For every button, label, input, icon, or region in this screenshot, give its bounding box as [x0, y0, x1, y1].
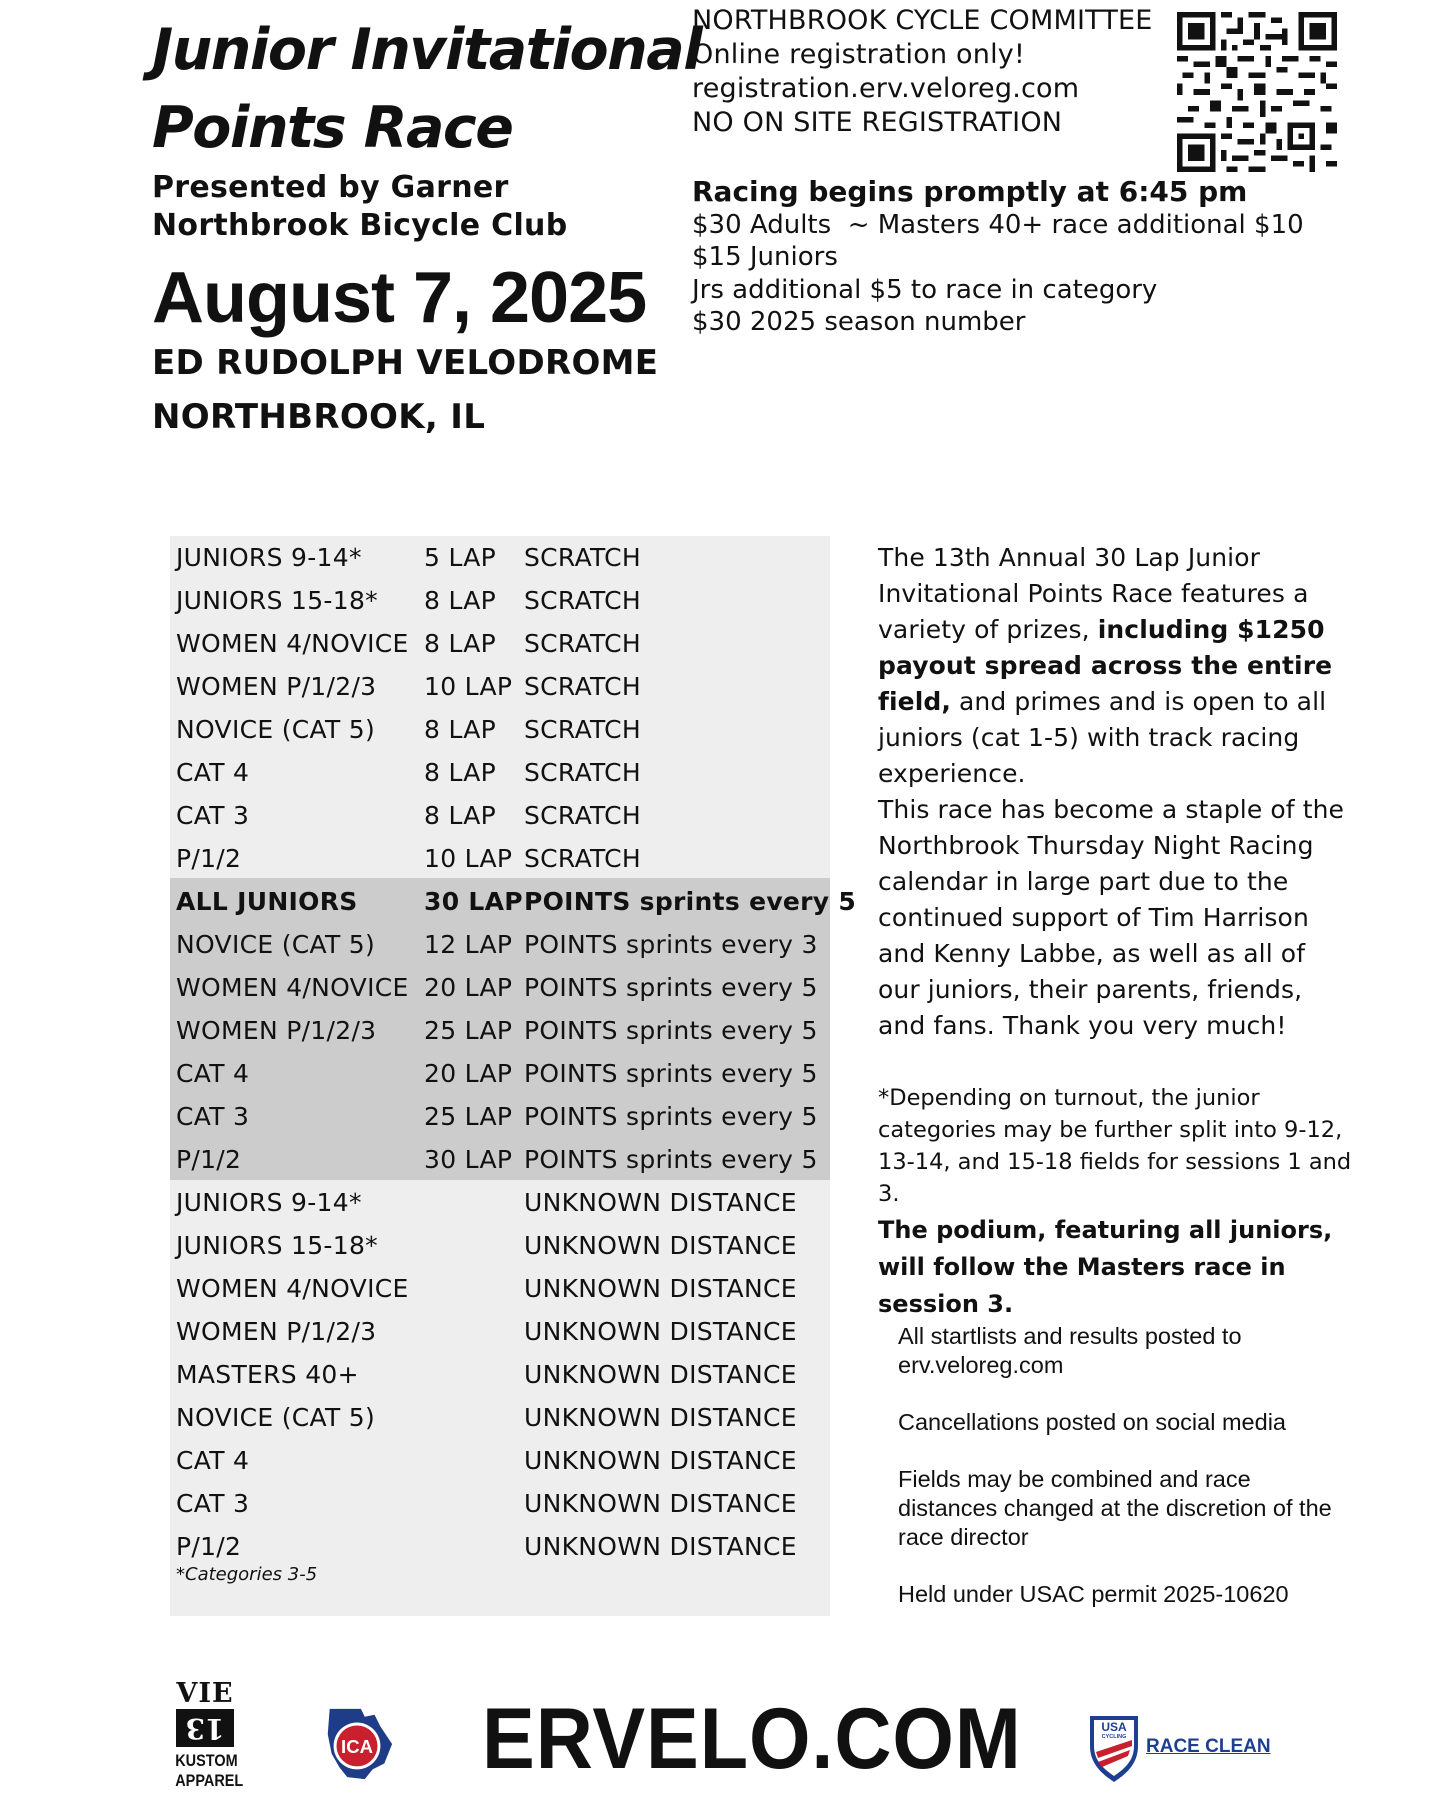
- table-row: [170, 751, 830, 794]
- table-row: [170, 1009, 830, 1052]
- race-category: NOVICE (CAT 5): [176, 930, 376, 959]
- event-date: August 7, 2025: [152, 258, 647, 338]
- race-type: POINTS sprints every 5: [524, 1145, 818, 1174]
- podium-note: The podium, featuring all juniors, will follow the Masters race in session 3.: [878, 1216, 1333, 1318]
- ica-logo-icon: [318, 1705, 396, 1783]
- table-row: [170, 1224, 830, 1267]
- race-laps: 8 LAP: [424, 629, 497, 658]
- vie13-logo: [170, 1678, 244, 1792]
- race-laps: 30 LAP: [424, 887, 523, 916]
- table-row: [170, 1095, 830, 1138]
- table-row: [170, 1138, 830, 1181]
- race-type: POINTS sprints every 5: [524, 973, 818, 1002]
- race-category: WOMEN 4/NOVICE: [176, 1274, 409, 1303]
- race-schedule-table: [170, 536, 857, 1616]
- race-type: SCRATCH: [524, 543, 642, 572]
- race-category: CAT 4: [176, 1059, 250, 1088]
- no-onsite-notice: NO ON SITE REGISTRATION: [692, 107, 1063, 138]
- race-laps: 10 LAP: [424, 844, 513, 873]
- race-category: WOMEN 4/NOVICE: [176, 973, 409, 1002]
- table-row: [170, 1353, 830, 1396]
- registration-url[interactable]: registration.erv.veloreg.com: [692, 73, 1080, 104]
- permit-note: Held under USAC permit 2025-10620: [898, 1581, 1289, 1607]
- svg-text:CYCLING: CYCLING: [1101, 1734, 1127, 1740]
- season-number: $30 2025 season number: [692, 307, 1026, 337]
- race-laps: 25 LAP: [424, 1102, 513, 1131]
- vie-logo-apparel: APPAREL: [175, 1771, 244, 1790]
- table-row: [170, 536, 830, 579]
- race-category: P/1/2: [176, 844, 242, 873]
- race-category: CAT 3: [176, 801, 250, 830]
- description-paragraph-1: [878, 540, 1348, 792]
- race-type: SCRATCH: [524, 844, 642, 873]
- table-row: [170, 1482, 830, 1525]
- event-title-line1: Junior Invitational: [152, 17, 702, 83]
- payout-highlight: including $1250 payout spread across the entire field,: [878, 615, 1333, 716]
- online-only: Online registration only!: [692, 39, 1025, 70]
- race-type: UNKNOWN DISTANCE: [524, 1532, 797, 1561]
- presented-by: Presented by Garner: [152, 170, 509, 205]
- vie-logo-top: VIE: [176, 1678, 234, 1709]
- table-row: [170, 665, 830, 708]
- table-row: [170, 923, 830, 966]
- race-laps: 8 LAP: [424, 715, 497, 744]
- race-type: POINTS sprints every 5: [524, 887, 857, 916]
- venue-city: NORTHBROOK, IL: [152, 397, 486, 437]
- race-type: UNKNOWN DISTANCE: [524, 1403, 797, 1432]
- race-category: CAT 4: [176, 758, 250, 787]
- race-type: POINTS sprints every 5: [524, 1016, 818, 1045]
- venue-name: ED RUDOLPH VELODROME: [152, 343, 659, 383]
- race-type: UNKNOWN DISTANCE: [524, 1231, 797, 1260]
- vie-logo-kustom: KUSTOM: [175, 1751, 238, 1770]
- table-row: [170, 579, 830, 622]
- table-row: [170, 966, 830, 1009]
- race-category: CAT 4: [176, 1446, 250, 1475]
- race-laps: 25 LAP: [424, 1016, 513, 1045]
- race-category: CAT 3: [176, 1489, 250, 1518]
- race-category: WOMEN P/1/2/3: [176, 1016, 377, 1045]
- race-laps: 8 LAP: [424, 801, 497, 830]
- race-laps: 8 LAP: [424, 758, 497, 787]
- race-type: UNKNOWN DISTANCE: [524, 1274, 797, 1303]
- description-text: The 13th Annual 30 Lap Junior Invitational Points Race features a variety of prizes,: [878, 543, 1309, 644]
- start-time: Racing begins promptly at 6:45 pm: [692, 175, 1248, 208]
- table-row: [170, 794, 830, 837]
- race-notes: [898, 1322, 1348, 1637]
- race-type: UNKNOWN DISTANCE: [524, 1489, 797, 1518]
- table-row: [170, 1396, 830, 1439]
- race-category: WOMEN 4/NOVICE: [176, 629, 409, 658]
- race-category: CAT 3: [176, 1102, 250, 1131]
- table-row: [170, 1267, 830, 1310]
- race-type: UNKNOWN DISTANCE: [524, 1317, 797, 1346]
- race-laps: 20 LAP: [424, 1059, 513, 1088]
- usa-cycling-logo-icon: [1086, 1712, 1142, 1784]
- table-row: [170, 708, 830, 751]
- race-category: NOVICE (CAT 5): [176, 1403, 376, 1432]
- table-row: [170, 837, 830, 880]
- race-category: JUNIORS 15-18*: [176, 586, 378, 615]
- pricing-info: [692, 176, 1304, 339]
- race-category: P/1/2: [176, 1145, 242, 1174]
- table-row: [170, 1439, 830, 1482]
- race-type: SCRATCH: [524, 586, 642, 615]
- race-type: SCRATCH: [524, 758, 642, 787]
- table-row: [170, 622, 830, 665]
- race-laps: 20 LAP: [424, 973, 513, 1002]
- description-text: and primes and is open to all juniors (cat 1-5) with track racing experience.: [878, 687, 1327, 788]
- cancellations-note: Cancellations posted on social media: [898, 1409, 1286, 1435]
- table-footnote: *Categories 3-5: [176, 1564, 318, 1585]
- race-type: POINTS sprints every 5: [524, 1059, 818, 1088]
- race-type: POINTS sprints every 3: [524, 930, 818, 959]
- race-category: ALL JUNIORS: [176, 887, 358, 916]
- race-laps: 5 LAP: [424, 543, 497, 572]
- race-clean-label: RACE CLEAN: [1146, 1736, 1271, 1757]
- adult-price: $30 Adults ~ Masters 40+ race additional $10: [692, 209, 1304, 240]
- race-laps: 8 LAP: [424, 586, 497, 615]
- race-category: WOMEN P/1/2/3: [176, 1317, 377, 1346]
- table-row: [170, 1052, 830, 1095]
- race-type: UNKNOWN DISTANCE: [524, 1188, 797, 1217]
- race-type: UNKNOWN DISTANCE: [524, 1446, 797, 1475]
- table-row: [170, 1525, 830, 1568]
- race-laps: 10 LAP: [424, 672, 513, 701]
- race-type: SCRATCH: [524, 672, 642, 701]
- fields-note: Fields may be combined and race distances changed at the discretion of the race director: [898, 1466, 1332, 1550]
- junior-additional: Jrs additional $5 to race in category: [692, 274, 1158, 305]
- event-title-line2: Points Race: [152, 95, 513, 161]
- race-category: NOVICE (CAT 5): [176, 715, 376, 744]
- description-paragraph-2: This race has become a staple of the Northbrook Thursday Night Racing calendar in large part due to the continued support of Tim Harrison and Kenny Labbe, as well as all of our juniors, their parents, friends, and fans. Thank you very much!: [878, 795, 1345, 1040]
- committee-name: NORTHBROOK CYCLE COMMITTEE: [692, 5, 1153, 36]
- race-type: UNKNOWN DISTANCE: [524, 1360, 797, 1389]
- svg-text:USA: USA: [1101, 1720, 1127, 1734]
- race-category: JUNIORS 9-14*: [176, 1188, 362, 1217]
- startlists-note: All startlists and results posted to erv.veloreg.com: [898, 1323, 1242, 1378]
- presenting-club: Northbrook Bicycle Club: [152, 208, 568, 243]
- registration-info: [692, 4, 1153, 140]
- race-category: JUNIORS 15-18*: [176, 1231, 378, 1260]
- race-type: POINTS sprints every 5: [524, 1102, 818, 1131]
- junior-price: $15 Juniors: [692, 242, 838, 272]
- race-laps: 12 LAP: [424, 930, 513, 959]
- website-logo[interactable]: ERVELO.COM: [482, 1691, 1022, 1787]
- race-type: SCRATCH: [524, 801, 642, 830]
- table-row: [170, 880, 857, 923]
- vie-logo-number: 13: [176, 1709, 234, 1747]
- race-laps: 30 LAP: [424, 1145, 513, 1174]
- race-type: SCRATCH: [524, 715, 642, 744]
- junior-split-note: *Depending on turnout, the junior categories may be further split into 9-12, 13-14, and 15-18 fields for sessions 1 and 3.: [878, 1085, 1352, 1207]
- race-category: JUNIORS 9-14*: [176, 543, 362, 572]
- race-category: WOMEN P/1/2/3: [176, 672, 377, 701]
- qr-code-icon[interactable]: [1177, 12, 1337, 172]
- race-type: SCRATCH: [524, 629, 642, 658]
- table-row: [170, 1181, 830, 1224]
- table-row: [170, 1310, 830, 1353]
- svg-text:ICA: ICA: [341, 1735, 373, 1757]
- race-category: MASTERS 40+: [176, 1360, 359, 1389]
- race-category: P/1/2: [176, 1532, 242, 1561]
